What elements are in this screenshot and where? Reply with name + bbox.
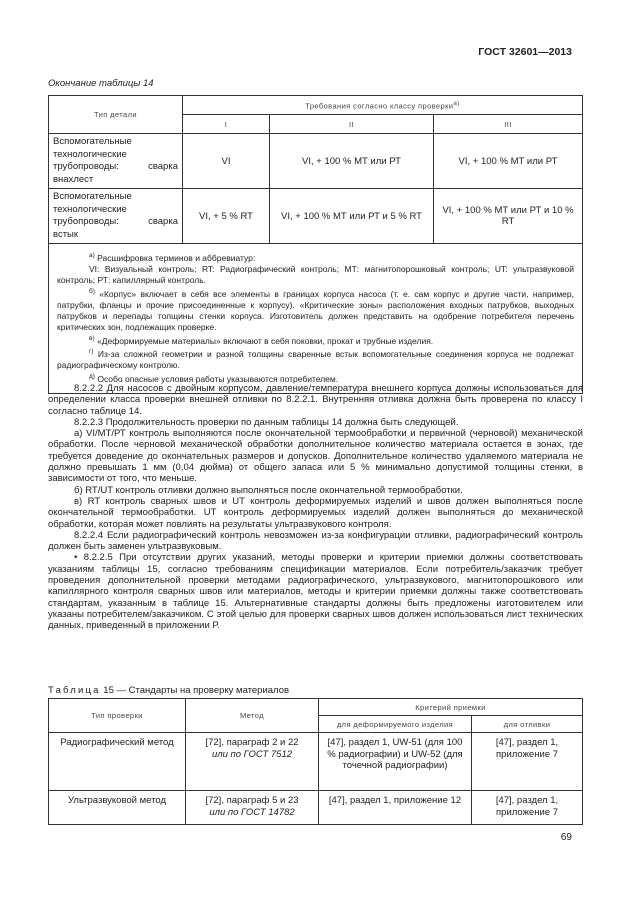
table-row bbox=[49, 733, 583, 791]
criteria-casting: [47], раздел 1, приложение 7 bbox=[472, 791, 583, 825]
table-14 bbox=[48, 95, 583, 394]
body-text bbox=[48, 383, 583, 632]
criteria-deformed: [47], раздел 1, приложение 12 bbox=[319, 791, 472, 825]
table-cell: VI, + 100 % МТ или РТ и 10 % RT bbox=[434, 189, 583, 244]
col-inspection-type: Тип проверки bbox=[49, 699, 186, 733]
paragraph: 8.2.2.2 Для насосов с двойным корпусом, давление/температура внешнего корпуса должны использоваться для определении класса проверки внешней отливки по 8.2.2.1. Внутренняя отливка должна быть проверена по классу I согласно таблице 14. bbox=[48, 383, 583, 417]
paragraph: 8.2.2.4 Если радиографический контроль невозможен из-за конфигурации отливки, радиографический контроль должен быть заменен ультразвуковым. bbox=[48, 529, 583, 553]
col-class: III bbox=[434, 115, 583, 134]
paragraph: б) RT/UT контроль отливки должно выполняться после окончательной термообработки. bbox=[74, 484, 463, 496]
footnote-g: $^{г)}$ Из-за сложной геометрии и разной толщины сваренные встык вспомогательные соединения корпуса не подлежат радиографическому контролю. bbox=[57, 348, 574, 371]
col-deformed: для деформируемого изделия bbox=[319, 716, 472, 733]
method: [72], параграф 5 и 23 или по ГОСТ 14782 bbox=[186, 791, 319, 825]
criteria-deformed: [47], раздел 1, UW-51 (для 100 % радиографии) и UW-52 (для точечной радиографии) bbox=[319, 733, 472, 791]
paragraph: • 8.2.2.5 При отсутствии других указаний, методы проверки и критерии приемки должны соответствовать указаниям таблицы 15, согласно требованиям спецификации материалов. Если потребитель/заказчик требует проведения дополнительной проверки методами радиографического, ультразвукового, магнитопорошкового или капиллярного контроля сварных швов или материалов, методы и критерии приемки должны также соответствовать стандартам, указанным в таблице 15. Альтернативные стандарты должны быть предложены изготовителем или указаны потребителем/заказчиком. С этой целью для проверки сварных швов должен использоваться лист технических данных, приведенный в приложении Р. bbox=[48, 552, 583, 632]
footnote-d: $^{д)}$ Особо опасные условия работы указываются потребителем. bbox=[89, 373, 339, 385]
criteria-casting: [47], раздел 1, приложение 7 bbox=[472, 733, 583, 791]
table-cell: VI, + 5 % RT bbox=[183, 189, 270, 244]
table-cell: VI, + 100 % МТ или РТ bbox=[270, 134, 434, 189]
table-row bbox=[49, 791, 583, 825]
table-15-caption: Таблица 15 — Стандарты на проверку материалов bbox=[48, 685, 290, 696]
col-acceptance-criteria: Критерий приемки bbox=[319, 699, 583, 716]
table-cell: VI, + 100 % МТ или РТ bbox=[434, 134, 583, 189]
col-method: Метод bbox=[186, 699, 319, 733]
col-casting: для отливки bbox=[472, 716, 583, 733]
table-cell: VI bbox=[183, 134, 270, 189]
inspection-type: Ультразвуковой метод bbox=[49, 791, 186, 825]
col-part-type: Тип детали bbox=[49, 96, 183, 134]
paragraph: 8.2.2.3 Продолжительность проверки по данным таблицы 14 должна быть следующей. bbox=[74, 416, 459, 428]
paragraph: в) RT контроль сварных швов и UT контроль деформируемых изделий и швов должен выполняться после окончательной термообработки. UT контроль деформируемых изделий должен выполняться до механической обработки, которая может повлиять на результаты ультразвукового контроля. bbox=[48, 495, 583, 530]
col-requirements: Требования согласно классу проверки$^{а)}$ bbox=[183, 96, 583, 115]
footnote-a-title: $^{а)}$ Расшифровка терминов и аббревиатур: bbox=[89, 252, 256, 263]
document-id: ГОСТ 32601—2013 bbox=[478, 46, 572, 58]
footnote-v: $^{в)}$ «Деформируемые материалы» включают в себя поковки, прокат и трубные изделия. bbox=[89, 334, 434, 346]
method: [72], параграф 2 и 22 или по ГОСТ 7512 bbox=[186, 733, 319, 791]
table-row bbox=[49, 189, 583, 244]
table-cell: VI, + 100 % МТ или РТ и 5 % RT bbox=[270, 189, 434, 244]
footnote-b: $^{б)}$ «Корпус» включает в себя все элементы в границах корпуса насоса (т. е. сам корпус и другие части, например, патрубки, фланцы и прочие присоединенные к корпусу). «Критические зоны» расположения входных патрубков, выходных патрубков и перепады толщины стенки корпуса. Изготовитель должен представить на одобрение потребителя перечень критических зон, подлежащих проверке. bbox=[57, 287, 574, 332]
footnote-a-text: VI: Визуальный контроль; RT: Радиографический контроль; МТ: магнитопорошковый контроль; UT: ультразвуковой контроль; РТ: капиллярный контроль. bbox=[57, 263, 574, 285]
col-class: I bbox=[183, 115, 270, 134]
table-15 bbox=[48, 698, 583, 825]
col-class: II bbox=[270, 115, 434, 134]
inspection-type: Радиографический метод bbox=[49, 733, 186, 791]
paragraph: а) VI/МТ/РТ контроль выполняются после окончательной термообработки и первичной (черновой) механической обработки. После черновой механической обработки дополнительное количество материала остается в зонах, где требуется доведение до окончательных размеров и допусков. Дополнительное количество удаляемого материала не должно превышать 1 мм (0,04 дюйма) от общего запаса или 5 % минимально допустимой толщины стенки, в зависимости от того, что меньше. bbox=[48, 428, 583, 485]
table-continuation-label: Окончание таблицы 14 bbox=[48, 78, 154, 89]
table-row bbox=[49, 134, 583, 189]
page-number: 69 bbox=[560, 832, 572, 843]
row-label: Вспомогательные технологические трубопроводы: сварка встык bbox=[49, 189, 183, 244]
row-label: Вспомогательные технологические трубопроводы: сварка внахлест bbox=[49, 134, 183, 189]
table-footnotes bbox=[49, 244, 583, 394]
